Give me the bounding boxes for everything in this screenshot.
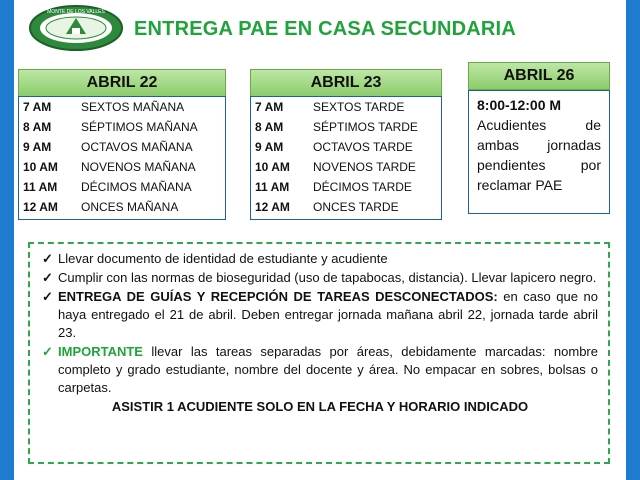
group-label: NOVENOS TARDE (313, 160, 416, 174)
schedule-row (19, 157, 225, 177)
checkmark-icon: ✓ (42, 289, 53, 304)
right-edge-bar (626, 0, 640, 480)
schedule-row (251, 97, 441, 117)
group-label: OCTAVOS MAÑANA (81, 140, 193, 154)
schedule-box-abril-22 (18, 96, 226, 220)
time-label: 11 AM (23, 180, 58, 194)
instruction-heading: IMPORTANTE (58, 344, 143, 359)
instruction-body: llevar las tareas separadas por áreas, debidamente marcadas: nombre completo y grado estudiante, nombre del docente y área. No empacar en sobres, bolsas o carpetas. (58, 344, 598, 395)
schedule-box-abril-26 (468, 90, 610, 214)
schedule-row (251, 137, 441, 157)
checkmark-icon: ✓ (42, 251, 53, 266)
group-label: ONCES MAÑANA (81, 200, 179, 214)
instruction-text: Llevar documento de identidad de estudiante y acudiente (58, 251, 388, 266)
schedule-row (19, 197, 225, 217)
schedule-row (251, 197, 441, 217)
instruction-text: Cumplir con las normas de bioseguridad (uso de tapabocas, distancia). Llevar lapicero negro. (58, 270, 597, 285)
schedule-box-abril-23 (250, 96, 442, 220)
schedule-row (19, 117, 225, 137)
time-label: 7 AM (23, 100, 52, 114)
time-label: 8 AM (255, 120, 284, 134)
time-label: 9 AM (23, 140, 52, 154)
instruction-text (58, 288, 598, 342)
schedule-row (251, 117, 441, 137)
day-header-abril-22: ABRIL 22 (18, 69, 226, 97)
page-title: ENTREGA PAE EN CASA SECUNDARIA (134, 18, 516, 40)
schedule-row (251, 157, 441, 177)
group-label: ONCES TARDE (313, 200, 399, 214)
group-label: SÉPTIMOS MAÑANA (81, 120, 198, 134)
group-label: SEXTOS TARDE (313, 100, 405, 114)
list-item (42, 269, 598, 287)
time-label: 8 AM (23, 120, 52, 134)
instructions-panel (28, 242, 610, 464)
checkmark-icon: ✓ (42, 344, 53, 359)
day-header-abril-26: ABRIL 26 (468, 62, 610, 90)
list-item (42, 288, 598, 342)
time-label: 10 AM (23, 160, 58, 174)
list-item (42, 250, 598, 268)
time-label: 10 AM (255, 160, 290, 174)
schedule-row (19, 137, 225, 157)
checkmark-icon: ✓ (42, 270, 53, 285)
left-edge-bar (0, 0, 14, 480)
schedule-row (19, 97, 225, 117)
attendance-note: ASISTIR 1 ACUDIENTE SOLO EN LA FECHA Y HORARIO INDICADO (111, 399, 529, 414)
list-item (42, 343, 598, 397)
schedule-row (19, 177, 225, 197)
time-range: 8:00-12:00 M (477, 97, 562, 113)
pending-note: Acudientes de ambas jornadas pendientes por reclamar PAE (477, 117, 601, 193)
group-label: NOVENOS MAÑANA (81, 160, 196, 174)
instruction-heading: ENTREGA DE GUÍAS Y RECEPCIÓN DE TAREAS DESCONECTADOS: (58, 289, 498, 304)
group-label: DÉCIMOS TARDE (313, 180, 412, 194)
schedule-row (251, 177, 441, 197)
group-label: SEXTOS MAÑANA (81, 100, 185, 114)
day-header-abril-23: ABRIL 23 (250, 69, 442, 97)
instruction-body: en caso que no haya entregado el 21 de abril. Deben entregar jornada mañana abril 22, jornada tarde abril 23. (58, 289, 598, 340)
time-label: 9 AM (255, 140, 284, 154)
group-label: DÉCIMOS MAÑANA (81, 180, 192, 194)
group-label: OCTAVOS TARDE (313, 140, 413, 154)
school-crest-icon (28, 4, 124, 52)
time-label: 12 AM (23, 200, 58, 214)
group-label: SÉPTIMOS TARDE (313, 120, 418, 134)
svg-text:MONTE DE LOS VALLES: MONTE DE LOS VALLES (47, 9, 105, 15)
time-label: 7 AM (255, 100, 284, 114)
time-label: 12 AM (255, 200, 290, 214)
time-label: 11 AM (255, 180, 290, 194)
instruction-text (58, 343, 598, 397)
